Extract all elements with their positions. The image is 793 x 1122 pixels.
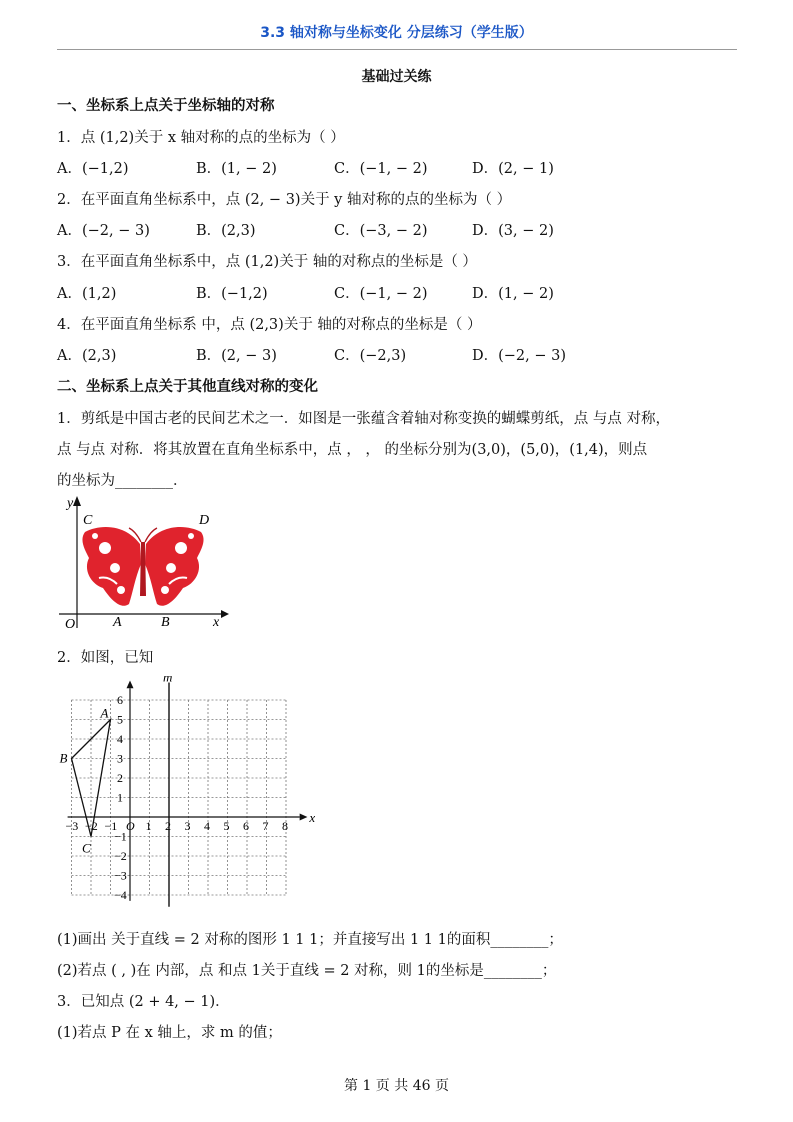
x-axis-arrow bbox=[300, 814, 308, 821]
q4-option-a: A．(2,3) bbox=[57, 348, 117, 364]
x-tick-label: 2 bbox=[165, 819, 171, 833]
x-tick-label: −1 bbox=[104, 819, 118, 833]
p2-sub-2: (2)若点 ( , )在 内部，点 和点 1关于直线 = 2 对称，则 1的坐标是________； bbox=[57, 963, 557, 979]
q1-text: 1．点 (1,2)关于 x 轴对称的点的坐标为（ ） bbox=[57, 130, 345, 146]
y-tick-label: 6 bbox=[117, 693, 123, 707]
q2-option-a: A．(−2, − 3) bbox=[57, 223, 150, 239]
label-x: x bbox=[309, 810, 316, 825]
q2-option-d: D．(3, − 2) bbox=[472, 223, 554, 239]
butterfly-figure bbox=[55, 492, 235, 630]
y-tick-label: 5 bbox=[117, 712, 123, 727]
section-heading-2: 二、坐标系上点关于其他直线对称的变化 bbox=[57, 378, 318, 395]
grid-figure bbox=[52, 676, 322, 914]
y-tick-label: −3 bbox=[114, 868, 127, 883]
label-b: B bbox=[59, 750, 68, 766]
label-b: B bbox=[161, 615, 170, 630]
label-y: y bbox=[67, 496, 74, 511]
x-tick-label: −3 bbox=[65, 819, 79, 833]
x-axis-arrow bbox=[221, 610, 229, 618]
butterfly-shape bbox=[82, 527, 203, 606]
y-tick-label: 2 bbox=[117, 771, 123, 785]
q2-option-b: B．(2,3) bbox=[196, 223, 256, 239]
q4-option-d: D．(−2, − 3) bbox=[472, 348, 567, 364]
q3-option-c: C．(−1, − 2) bbox=[334, 286, 428, 302]
q1-option-b: B．(1, − 2) bbox=[196, 161, 277, 177]
label-c: C bbox=[82, 840, 91, 856]
q1-option-c: C．(−1, − 2) bbox=[334, 161, 428, 177]
y-axis-arrow bbox=[127, 681, 134, 689]
x-tick-label: 1 bbox=[145, 819, 152, 833]
x-tick-label: 6 bbox=[243, 819, 249, 833]
y-tick-label: 3 bbox=[117, 751, 123, 766]
section-heading-1: 一、坐标系上点关于坐标轴的对称 bbox=[57, 97, 275, 114]
p3-sub-1: (1)若点 P 在 x 轴上，求 m 的值； bbox=[57, 1025, 282, 1041]
q3-option-b: B．(−1,2) bbox=[196, 286, 268, 302]
subtitle: 基础过关练 bbox=[361, 69, 432, 85]
x-tick-label: 3 bbox=[184, 819, 191, 833]
x-tick-label: −2 bbox=[85, 819, 98, 833]
q3-option-a: A．(1,2) bbox=[57, 286, 117, 302]
x-tick-label: O bbox=[126, 819, 135, 833]
y-tick-label: 1 bbox=[117, 790, 123, 805]
p1-line-3: 的坐标为________． bbox=[57, 473, 188, 489]
q3-text: 3．在平面直角坐标系中，点 (1,2)关于 轴的对称点的坐标是（ ） bbox=[57, 254, 477, 270]
q4-text: 4．在平面直角坐标系 中，点 (2,3)关于 轴的对称点的坐标是（ ） bbox=[57, 317, 482, 333]
document-header-title: 3.3 轴对称与坐标变化 分层练习（学生版） bbox=[260, 25, 533, 41]
page-footer: 第 1 页 共 46 页 bbox=[344, 1078, 449, 1094]
x-tick-label: 8 bbox=[282, 819, 288, 833]
p2-sub-1: (1)画出 关于直线 = 2 对称的图形 1 1 1；并直接写出 1 1 1的面积________； bbox=[57, 932, 563, 948]
label-d: D bbox=[199, 513, 210, 528]
x-tick-label: 5 bbox=[223, 819, 230, 833]
y-tick-label: −1 bbox=[114, 829, 127, 844]
label-o: O bbox=[65, 617, 76, 630]
y-tick-label: 4 bbox=[117, 732, 123, 746]
x-tick-label: 4 bbox=[204, 819, 210, 833]
p2-intro: 2．如图，已知 bbox=[57, 650, 154, 666]
q1-option-a: A．(−1,2) bbox=[57, 161, 129, 177]
q1-option-d: D．(2, − 1) bbox=[472, 161, 554, 177]
p1-line-2: 点 与点 对称．将其放置在直角坐标系中，点 ， ， 的坐标分别为(3,0)，(5,0)，(1,4)，则点 bbox=[57, 442, 648, 458]
q3-option-d: D．(1, − 2) bbox=[472, 286, 554, 302]
label-c: C bbox=[83, 513, 93, 528]
label-a: A bbox=[100, 705, 109, 721]
p3-intro: 3．已知点 (2 + 4, − 1)． bbox=[57, 994, 230, 1010]
x-tick-label: 7 bbox=[262, 819, 269, 833]
p1-line-1: 1．剪纸是中国古老的民间艺术之一．如图是一张蕴含着轴对称变换的蝴蝶剪纸，点 与点 对称， bbox=[57, 411, 670, 427]
y-axis-arrow bbox=[73, 496, 81, 506]
q2-option-c: C．(−3, − 2) bbox=[334, 223, 428, 239]
q2-text: 2．在平面直角坐标系中，点 (2, − 3)关于 y 轴对称的点的坐标为（ ） bbox=[57, 192, 512, 208]
q4-option-c: C．(−2,3) bbox=[334, 348, 407, 364]
y-tick-label: −4 bbox=[114, 888, 127, 902]
grid-lines bbox=[72, 700, 287, 895]
header-divider bbox=[57, 49, 737, 50]
label-m: m bbox=[163, 676, 173, 685]
label-x: x bbox=[213, 615, 220, 630]
label-a: A bbox=[113, 615, 122, 630]
y-tick-label: −2 bbox=[114, 849, 127, 863]
q4-option-b: B．(2, − 3) bbox=[196, 348, 277, 364]
